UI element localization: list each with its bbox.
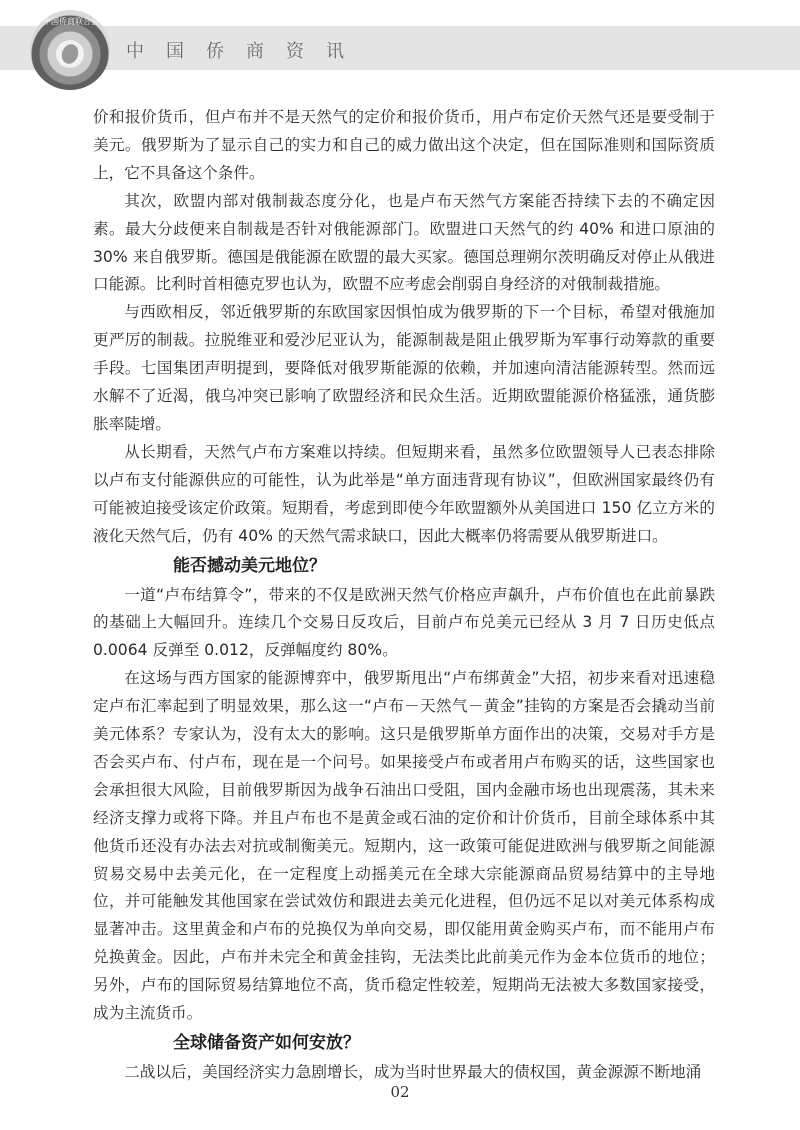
section-heading: 全球储备资产如何安放？ xyxy=(173,1033,360,1053)
paragraph: 二战以后，美国经济实力急剧增长，成为当时世界最大的债权国，黄金源源不断地涌 xyxy=(124,1063,702,1081)
header-bar xyxy=(0,26,800,70)
paragraph: 在这场与西方国家的能源博弈中，俄罗斯甩出“卢布绑黄金”大招，初步来看对迅速稳定卢布汇率起到了明显效果，那么这一“卢布－天然气－黄金”挂钩的方案是否会撬动当前美元体系？专家认为，没有太大的影响。这只是俄罗斯单方面作出的决策，交易对手方是否会买卢布、付卢布，现在是一个问号。如果接受卢布或者用卢布购买的话，这些国家也会承担很大风险，目前俄罗斯因为战争石油出口受阻，国内金融市场也出现震荡，其未来经济支撑力或将下降。并且卢布也不是黄金或石油的定价和计价货币，目前全球体系中其他货币还没有办法去对抗或制衡美元。短期内，这一政策可能促进欧洲与俄罗斯之间能源贸易交易中去美元化，在一定程度上动摇美元在全球大宗能源商品贸易结算中的主导地位，并可能触发其他国家在尝试效仿和跟进去美元化进程，但仍远不足以对美元体系构成显著冲击。这里黄金和卢布的兑换仅为单向交易，即仅能用黄金购买卢布，而不能用卢布兑换黄金。因此，卢布并未完全和黄金挂钩，无法类比此前美元作为金本位货币的地位；另外，卢布的国际贸易结算地位不高，货币稳定性较差，短期尚无法被大多数国家接受，成为主流货币。 xyxy=(93,669,715,1023)
paragraph: 其次，欧盟内部对俄制裁态度分化，也是卢布天然气方案能否持续下去的不确定因素。最大分歧便来自制裁是否针对俄能源部门。欧盟进口天然气的约 40% 和进口原油的 30% 来自俄罗斯。德国是俄能源在欧盟的最大买家。德国总理朔尔茨明确反对停止从俄进口能源。比利时首相德克罗也认为，欧盟不应考虑会削弱自身经济的对俄制裁措施。 xyxy=(93,191,715,294)
logo-text: 中国侨商联合会 xyxy=(43,17,99,26)
paragraph: 与西欧相反，邻近俄罗斯的东欧国家因惧怕成为俄罗斯的下一个目标，希望对俄施加更严厉的制裁。拉脱维亚和爱沙尼亚认为，能源制裁是阻止俄罗斯为军事行动筹款的重要手段。七国集团声明提到，要降低对俄罗斯能源的依赖，并加速向清洁能源转型。然而远水解不了近渴，俄乌冲突已影响了欧盟经济和民众生活。近期欧盟能源价格猛涨，通货膨胀率陡增。 xyxy=(93,303,715,433)
section-heading: 能否撼动美元地位？ xyxy=(173,555,326,576)
paragraph: 价和报价货币，但卢布并不是天然气的定价和报价货币，用卢布定价天然气还是要受制于美元。俄罗斯为了显示自己的实力和自己的威力做出这个决定，但在国际准则和国际资质上，它不具备这个条件。 xyxy=(93,108,715,182)
page-number: 02 xyxy=(390,1083,410,1101)
page-header-title: 中国侨商资讯 xyxy=(126,41,366,62)
paragraph: 一道“卢布结算令”，带来的不仅是欧洲天然气价格应声飙升，卢布价值也在此前暴跌的基础上大幅回升。连续几个交易日反攻后，目前卢布兑美元已经从 3 月 7 日历史低点 0.0064 反弹至 0.012，反弹幅度约 80%。 xyxy=(93,585,715,660)
article-body xyxy=(93,104,715,1087)
paragraph: 从长期看，天然气卢布方案难以持续。但短期来看，虽然多位欧盟领导人已表态排除以卢布支付能源供应的可能性，认为此举是“单方面违背现有协议”，但欧洲国家最终仍有可能被迫接受该定价政策。短期看，考虑到即使今年欧盟额外从美国进口 150 亿立方米的液化天然气后，仍有 40% 的天然气需求缺口，因此大概率仍将需要从俄罗斯进口。 xyxy=(93,442,715,545)
